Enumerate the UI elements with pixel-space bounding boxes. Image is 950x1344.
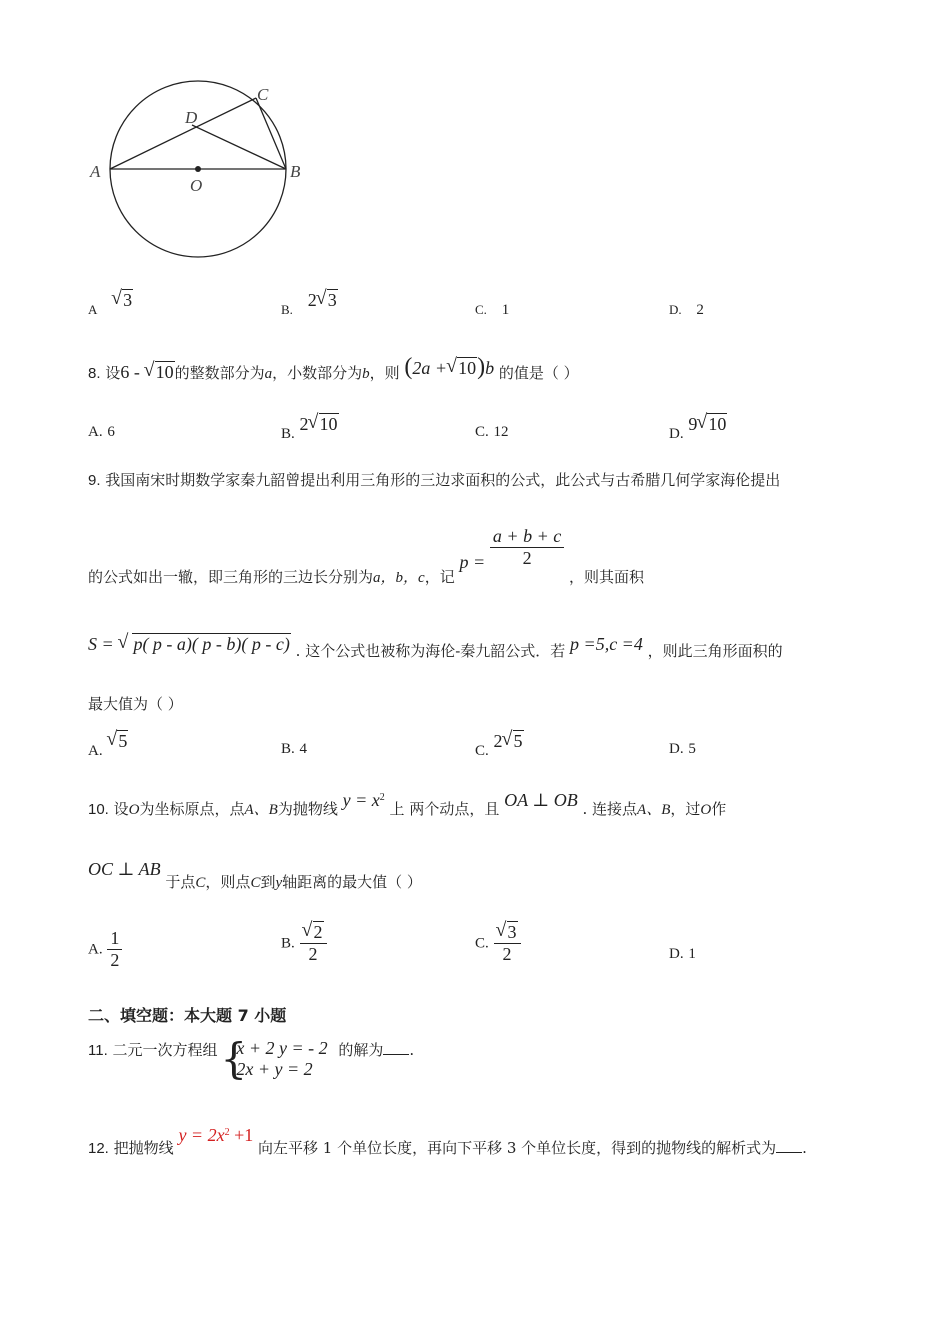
q8-stem: 8. 设6 - √ 10的整数部分为a，小数部分为b，则 (2a +√ 10)b 的值是（ ） (88, 358, 579, 385)
q9-option-d: D. 5 (669, 741, 696, 757)
label-B: B (290, 162, 301, 181)
q11-stem: 11. 二元一次方程组 { x + 2 y = - 2 2x + y = 2 的解为 . (88, 1034, 415, 1083)
center-dot (195, 166, 201, 172)
q7-option-b: B. 2√ 3 (281, 298, 338, 319)
q10-option-c: C. √ $\frac{3}{2}$ (475, 922, 521, 965)
q8-option-c: C. 12 (475, 424, 509, 440)
q9-option-b: B. 4 (281, 741, 308, 757)
q7-option-c: C. 1 (475, 302, 510, 318)
q12-stem: 12. 把抛物线 $y = 2x^2 +1$ 向左平移 1 个单位长度，再向下平移 3 个单位长度，得到的抛物线的解析式为 . (88, 1125, 807, 1157)
q10-option-a: A. $\frac{1}{2}$ (88, 928, 122, 971)
q9-line1: 9. 我国南宋时期数学家秦九韶曾提出利用三角形的三边求面积的公式，此公式与古希腊几何学家海伦提出 (88, 471, 781, 489)
label-C: C (257, 85, 269, 104)
q7-option-a: A √ 3 (88, 298, 133, 319)
label-D: D (185, 108, 198, 127)
q10-line1: 10. 设O为坐标原点，点A、B为抛物线 $y = x^2$ 上 两个动点，且 OA ⊥ OB . 连接点A、B，过O作 (88, 790, 727, 818)
q9-option-c: C. 2√ 5 (475, 731, 524, 752)
segment-AC (110, 98, 256, 169)
segment-DB (192, 125, 286, 169)
q10-option-d: D. 1 (669, 946, 696, 962)
circle-figure (80, 70, 320, 270)
q10-option-b: B. √ $\frac{2}{2}$ (281, 922, 327, 965)
q7-option-d: D. 2 (669, 302, 704, 318)
q9-line2: 的公式如出一辙，即三角形的三边长分别为a，b，c，记 p = $\frac{a + b + c}{2}$ ，则其面积 (88, 526, 645, 586)
q8-option-a: A. 6 (88, 424, 115, 440)
q10-line2: OC ⊥ AB 于点C，则点C到y轴距离的最大值（ ） (88, 859, 422, 891)
q9-line3: S = √ p( p - a)( p - b)( p - c) . 这个公式也被称为海伦-秦九韶公式．若 p =5,c =4 ，则此三角形面积的 (88, 634, 783, 655)
label-A: A (90, 162, 101, 181)
q8-option-b: B. 2√ 10 (281, 414, 339, 435)
label-O: O (190, 176, 203, 195)
section-heading: 二、填空题：本大题 7 小题 (88, 1006, 287, 1025)
q9-option-a: A. √ 5 (88, 731, 128, 752)
q8-option-d: D. 9√ 10 (669, 414, 727, 435)
segment-CB (256, 98, 286, 169)
q9-line4: 最大值为（ ） (88, 695, 183, 713)
